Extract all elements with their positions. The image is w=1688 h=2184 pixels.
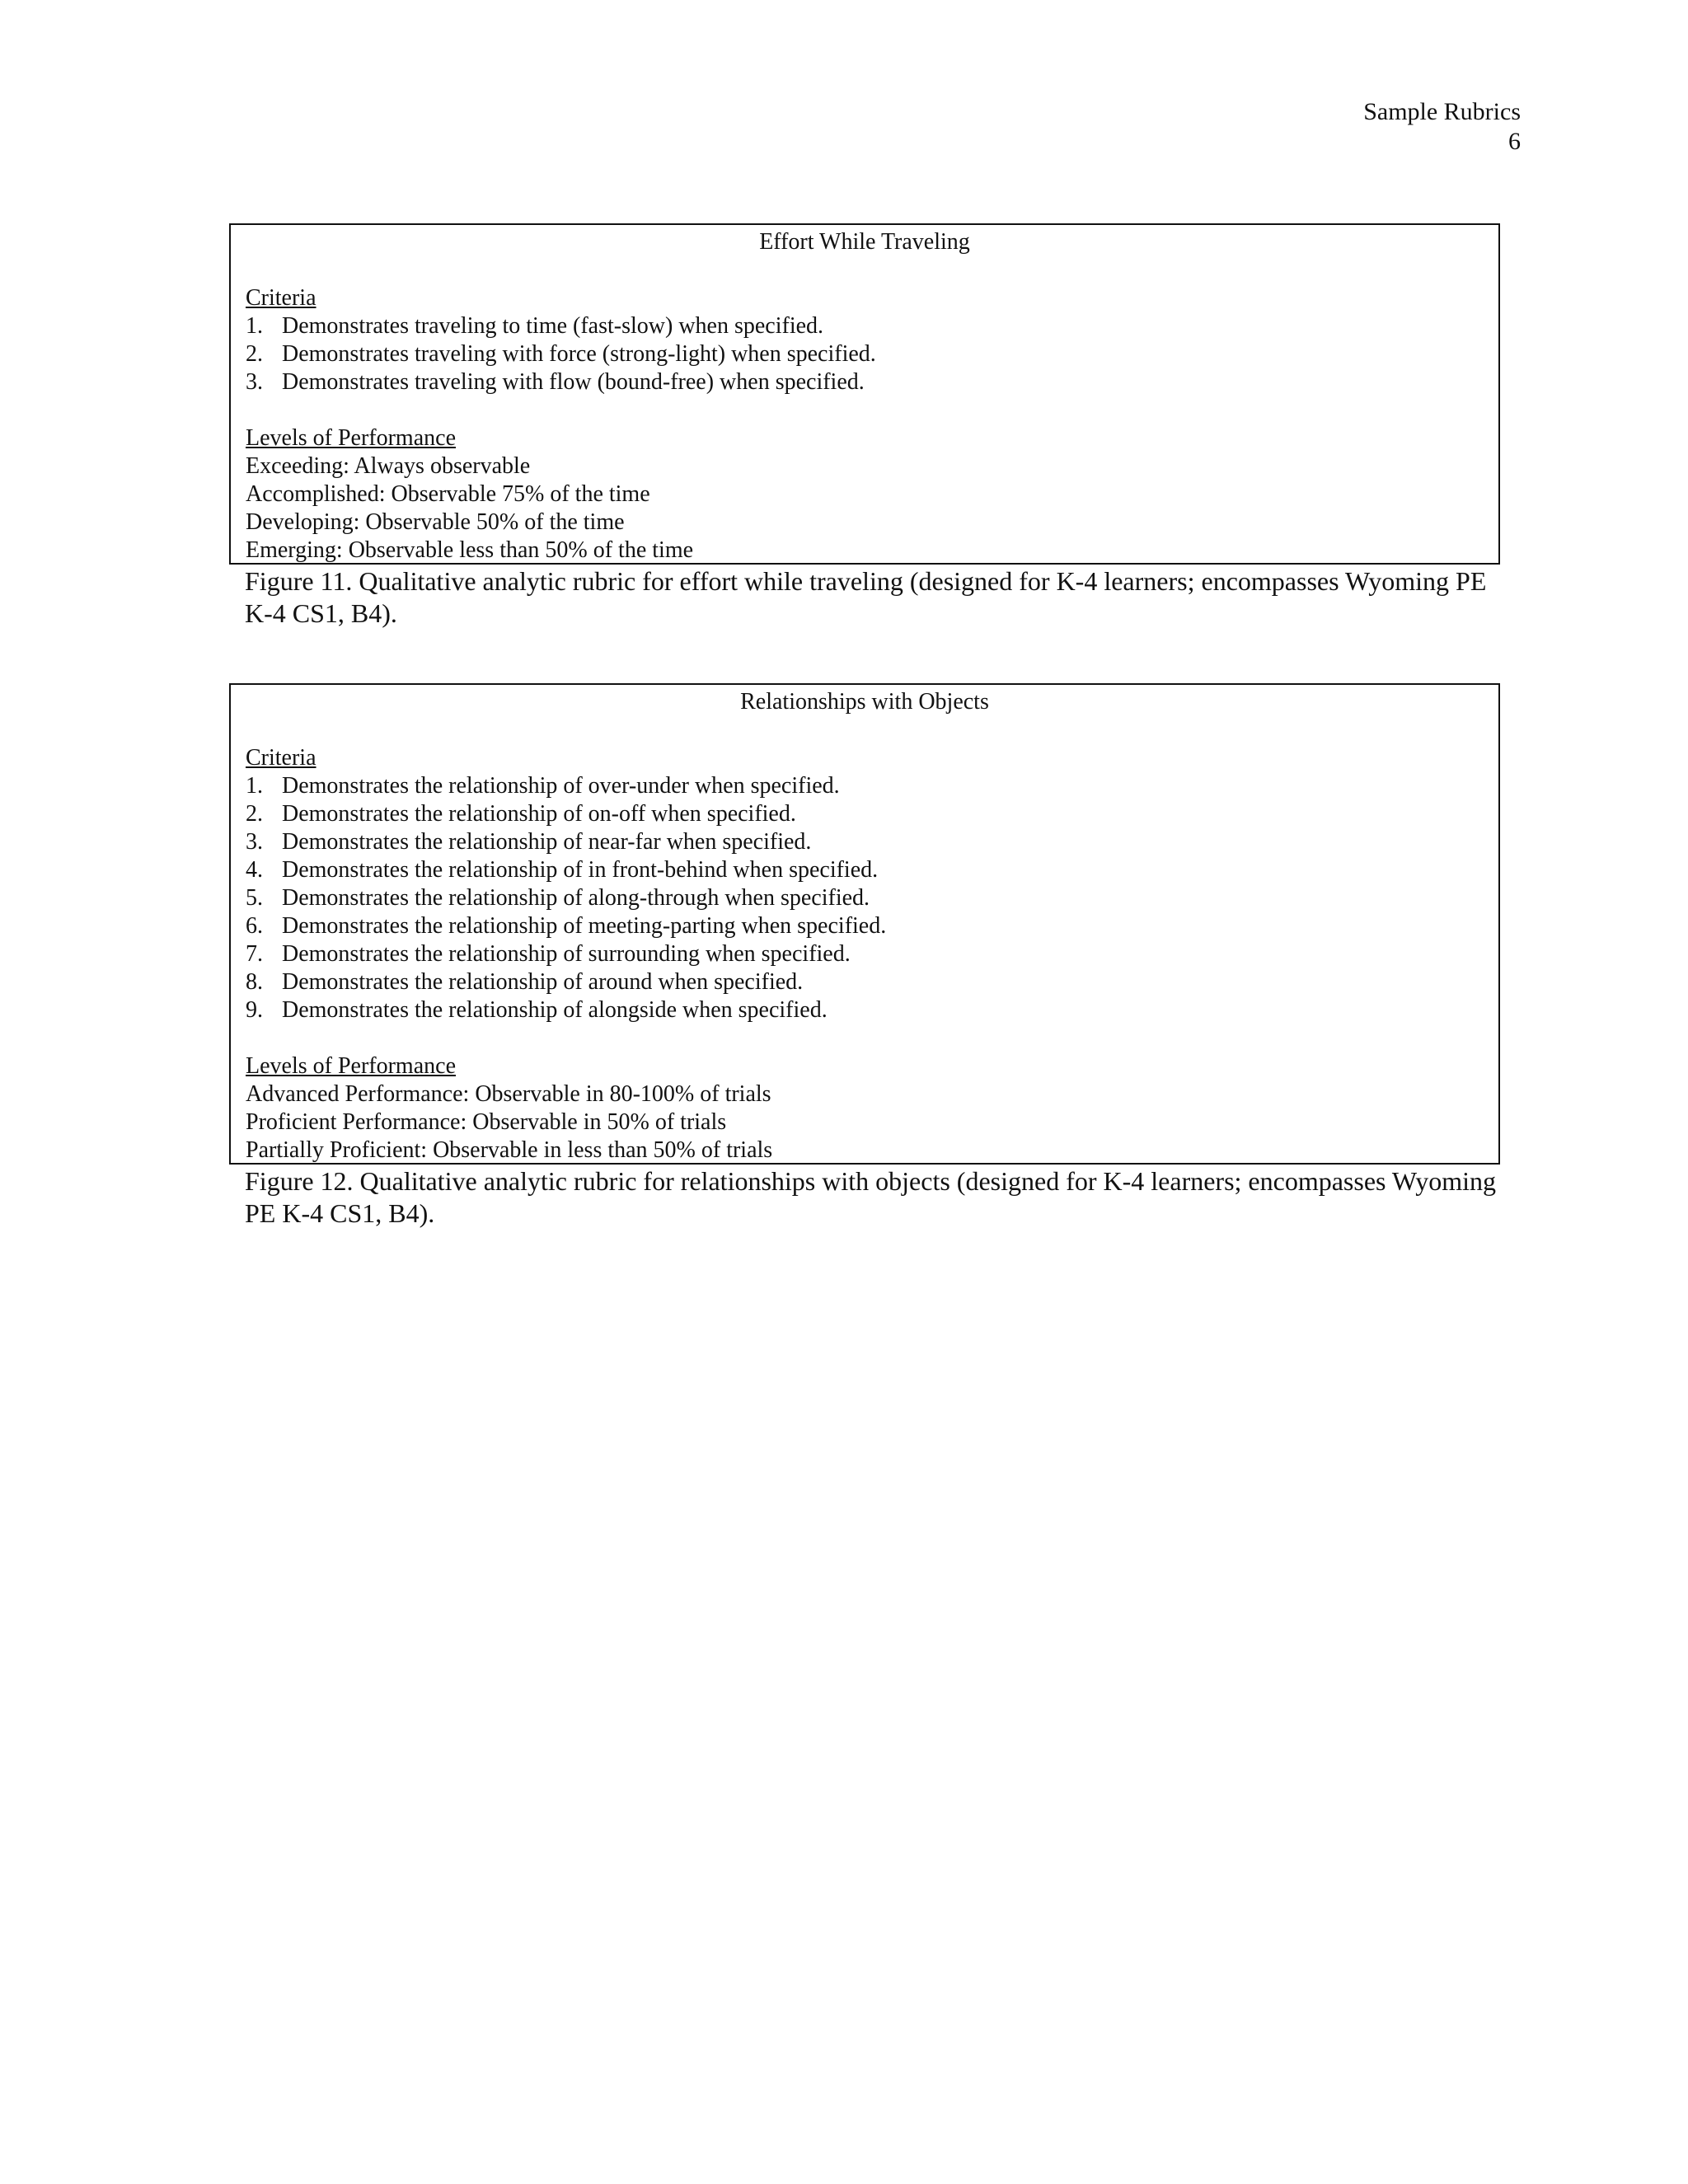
rubric-body — [231, 284, 1498, 565]
criteria-text: Demonstrates the relationship of on-off when specified. — [282, 801, 796, 827]
criteria-number: 2. — [246, 801, 263, 827]
criteria-item — [246, 772, 1498, 800]
criteria-text: Demonstrates the relationship of along-through when specified. — [282, 885, 870, 911]
page-number: 6 — [1508, 128, 1521, 155]
rubric-box-relationships-with-objects — [229, 683, 1500, 1165]
criteria-number: 8. — [246, 969, 263, 995]
criteria-text: Demonstrates the relationship of around when specified. — [282, 969, 804, 995]
criteria-heading: Criteria — [246, 745, 316, 771]
criteria-list — [246, 772, 1498, 1024]
criteria-item — [246, 940, 1498, 968]
running-title: Sample Rubrics — [1363, 98, 1521, 125]
level-item: Proficient Performance: Observable in 50% of trials — [246, 1109, 727, 1135]
criteria-number: 4. — [246, 857, 263, 883]
criteria-item — [246, 368, 1498, 396]
criteria-number: 1. — [246, 313, 263, 339]
levels-heading: Levels of Performance — [246, 1053, 456, 1079]
criteria-item — [246, 800, 1498, 828]
criteria-item — [246, 912, 1498, 940]
criteria-number: 3. — [246, 829, 263, 855]
figure-caption: Figure 12. Qualitative analytic rubric for relationships with objects (designed for K-4 learners; encompasses Wyoming PE K-4 CS1, B4). — [245, 1166, 1496, 1228]
criteria-text: Demonstrates the relationship of alongside when specified. — [282, 997, 828, 1023]
criteria-item — [246, 828, 1498, 856]
criteria-number: 6. — [246, 913, 263, 939]
criteria-item — [246, 884, 1498, 912]
running-head — [1363, 97, 1521, 157]
criteria-item — [246, 340, 1498, 368]
criteria-text: Demonstrates traveling with flow (bound-free) when specified. — [282, 369, 865, 395]
rubric-title: Relationships with Objects — [740, 689, 989, 715]
levels-heading: Levels of Performance — [246, 425, 456, 451]
criteria-text: Demonstrates the relationship of over-under when specified. — [282, 773, 840, 799]
criteria-text: Demonstrates traveling to time (fast-slow) when specified. — [282, 313, 824, 339]
criteria-number: 7. — [246, 941, 263, 967]
level-item: Emerging: Observable less than 50% of the time — [246, 537, 694, 563]
rubric-title: Effort While Traveling — [759, 229, 970, 255]
criteria-text: Demonstrates traveling with force (strong-light) when specified. — [282, 341, 876, 367]
rubric-body — [231, 744, 1498, 1165]
criteria-number: 1. — [246, 773, 263, 799]
criteria-item — [246, 856, 1498, 884]
criteria-number: 9. — [246, 997, 263, 1023]
rubric-box-effort-while-traveling — [229, 223, 1500, 565]
criteria-text: Demonstrates the relationship of in front-behind when specified. — [282, 857, 879, 883]
criteria-item — [246, 312, 1498, 340]
criteria-heading: Criteria — [246, 285, 316, 311]
criteria-item — [246, 996, 1498, 1024]
level-item: Advanced Performance: Observable in 80-100% of trials — [246, 1081, 771, 1107]
criteria-text: Demonstrates the relationship of meeting-parting when specified. — [282, 913, 887, 939]
criteria-list — [246, 312, 1498, 396]
criteria-text: Demonstrates the relationship of surrounding when specified. — [282, 941, 851, 967]
level-item: Developing: Observable 50% of the time — [246, 509, 625, 535]
figure-caption: Figure 11. Qualitative analytic rubric for effort while traveling (designed for K-4 learners; encompasses Wyoming PE K-4 CS1, B4). — [245, 566, 1487, 628]
level-item: Accomplished: Observable 75% of the time — [246, 481, 650, 507]
criteria-item — [246, 968, 1498, 996]
criteria-text: Demonstrates the relationship of near-far when specified. — [282, 829, 812, 855]
criteria-number: 2. — [246, 341, 263, 367]
criteria-number: 5. — [246, 885, 263, 911]
level-item: Exceeding: Always observable — [246, 453, 531, 479]
criteria-number: 3. — [246, 369, 263, 395]
level-item: Partially Proficient: Observable in less than 50% of trials — [246, 1137, 773, 1163]
